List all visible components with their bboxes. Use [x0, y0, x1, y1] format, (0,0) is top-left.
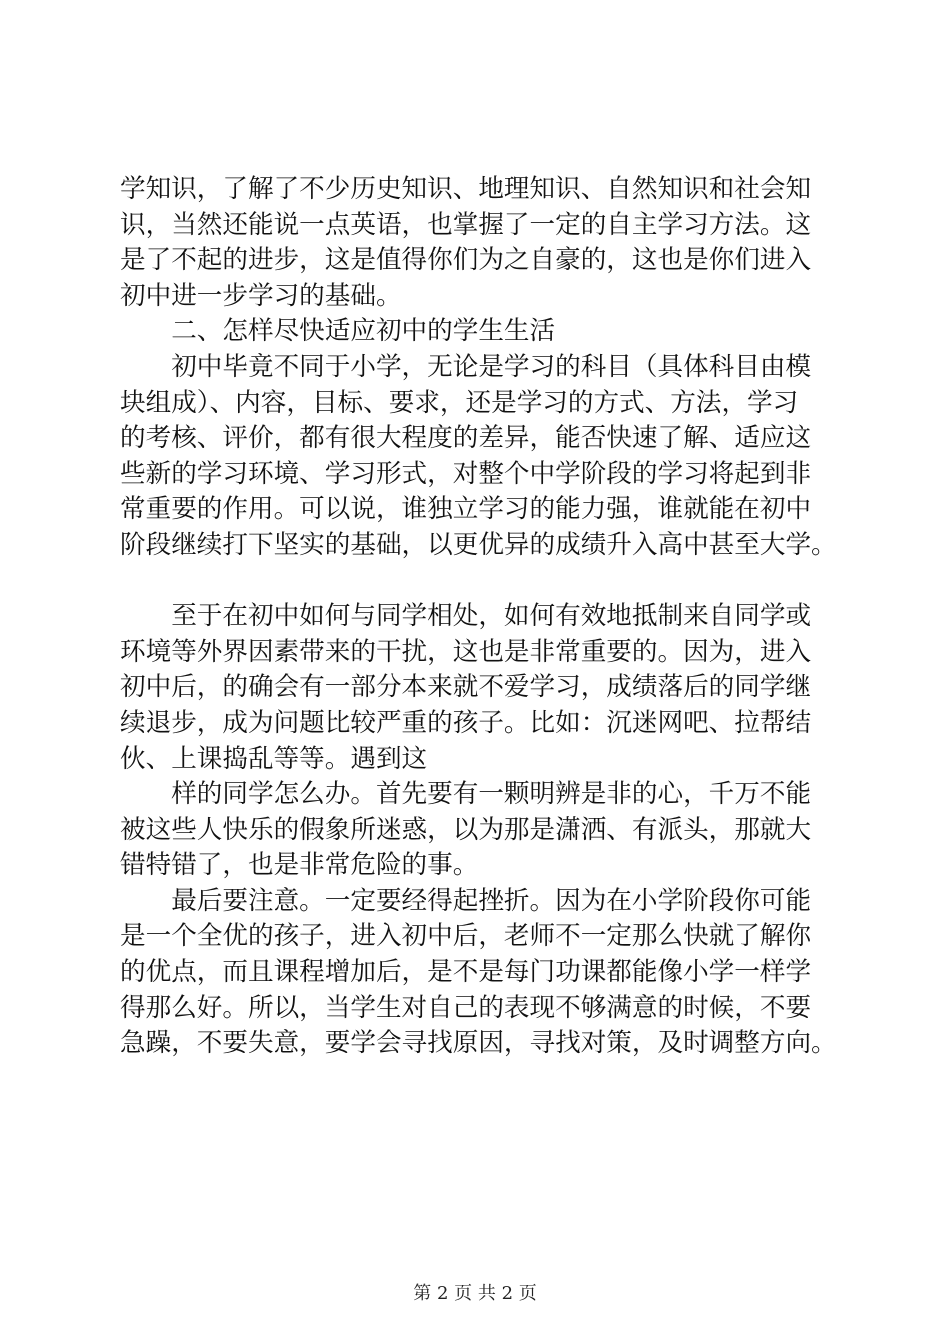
blank-line [120, 564, 838, 600]
text-line: 识，当然还能说一点英语，也掌握了一定的自主学习方法。这 [120, 209, 812, 240]
text-line: 初中后，的确会有一部分本来就不爱学习，成绩落后的同学继 [120, 672, 812, 703]
text-line: 阶段继续打下坚实的基础，以更优异的成绩升入高中甚至大学。 [120, 529, 837, 560]
text-line: 初中毕竟不同于小学，无论是学习的科目（具体科目由模 [120, 351, 812, 382]
text-line: 是一个全优的孩子，进入初中后，老师不一定那么快就了解你 [120, 921, 812, 952]
text-line: 些新的学习环境、学习形式，对整个中学阶段的学习将起到非 [120, 458, 812, 489]
text-line: 环境等外界因素带来的干扰，这也是非常重要的。因为，进入 [120, 636, 812, 667]
text-line: 得那么好。所以，当学生对自己的表现不够满意的时候，不要 [120, 992, 812, 1023]
text-line: 最后要注意。一定要经得起挫折。因为在小学阶段你可能 [120, 885, 812, 916]
section-heading: 二、怎样尽快适应初中的学生生活 [120, 316, 556, 347]
text-line: 常重要的作用。可以说，谁独立学习的能力强，谁就能在初中 [120, 494, 812, 525]
text-line: 样的同学怎么办。首先要有一颗明辨是非的心，千万不能 [120, 779, 812, 810]
text-line: 的优点，而且课程增加后，是不是每门功课都能像小学一样学 [120, 957, 812, 988]
text-line: 续退步，成为问题比较严重的孩子。比如：沉迷网吧、拉帮结 [120, 707, 812, 738]
text-line: 伙、上课捣乱等等。遇到这 [120, 743, 428, 774]
text-line: 的考核、评价，都有很大程度的差异，能否快速了解、适应这 [120, 423, 812, 454]
text-line: 至于在初中如何与同学相处，如何有效地抵制来自同学或 [120, 601, 812, 632]
text-line: 是了不起的进步，这是值得你们为之自豪的，这也是你们进入 [120, 245, 812, 276]
page-number-footer: 第 2 页 共 2 页 [413, 1283, 537, 1304]
text-line: 学知识，了解了不少历史知识、地理知识、自然知识和社会知 [120, 174, 812, 204]
text-line: 初中进一步学习的基础。 [120, 280, 402, 311]
text-line: 急躁，不要失意，要学会寻找原因，寻找对策，及时调整方向。 [120, 1028, 837, 1059]
text-line: 块组成）、内容，目标、要求，还是学习的方式、方法，学习 [120, 387, 799, 418]
text-line: 被这些人快乐的假象所迷惑，以为那是潇洒、有派头，那就大 [120, 814, 812, 845]
text-line: 错特错了，也是非常危险的事。 [120, 850, 479, 881]
body-text [120, 172, 838, 1062]
